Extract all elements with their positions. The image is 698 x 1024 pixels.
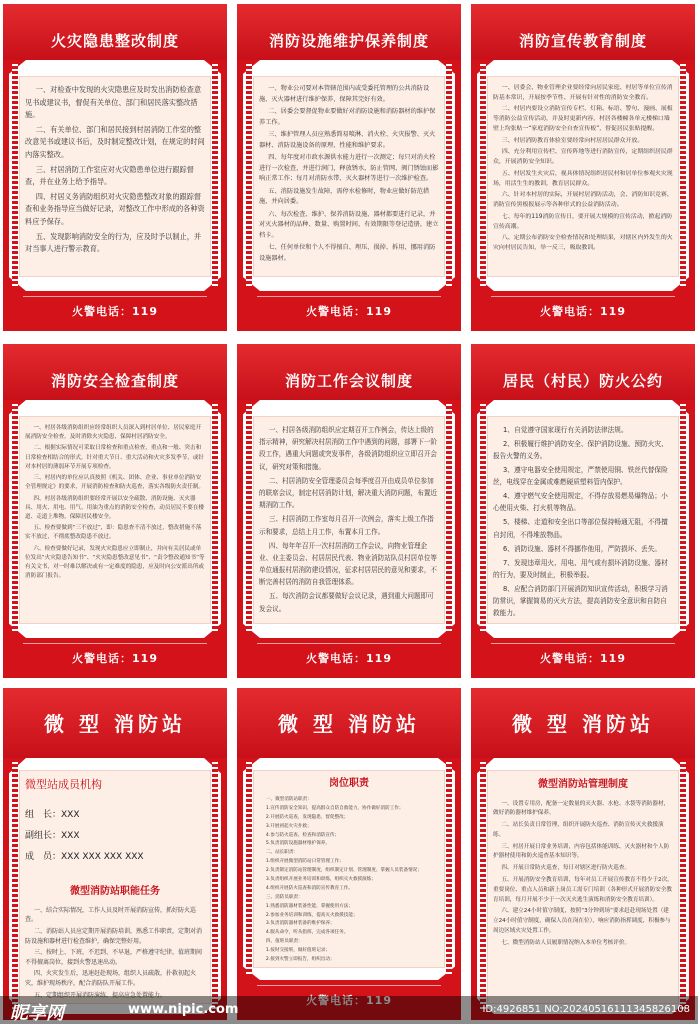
- paragraph: 五、开展消防安全教育培训，每年对员工开展宣传教育不得少于2次，重要岗位、重点人员和新上岗员工需专门培训（各种形式开展消防安全教育培训，每月开展不少于一次灭火逃生演练和消防安全教育培训）。: [493, 876, 673, 903]
- paragraph: 1、自觉遵守国家现行有关消防法律法规。: [503, 426, 628, 434]
- roster-line: 组 长：XXX: [25, 809, 80, 820]
- poster-title: 微 型 消防站: [278, 712, 420, 736]
- poster-subtitle: 岗位职责: [329, 778, 369, 789]
- paragraph: 四、村居各级消防组织要经常开展以安全疏散、消防设施、灭火器具、用火、用电、用气、用油为重点的消防安全检查，动员居民不要在楼道、走道上堆物，保障居民楼安全。: [25, 495, 205, 520]
- paragraph: 七、任何单位和个人不得擅自、埋压、损掉、拆用、挪用消防设施器材。: [259, 244, 436, 262]
- paragraph: 五、定期组织开展消防演练，提高应急处置能力。: [34, 991, 167, 998]
- paragraph: 一、村居各级消防组织应定期召开工作例会，传达上级的指示精神，研究解决村居消防工作中遇到的问题，部署下一阶段工作，遇重大问题或突发事件，各级消防组织应立即召开会议，研究对策和措施。: [259, 426, 438, 471]
- paragraph: 二、消防站人员应定期开展消防培训，熟悉工作职责，定期对消防设施和器材进行检查维护，确保完整好用。: [25, 927, 203, 945]
- paragraph: 2.负责制定消防站管理制度、组织制定计划、管理制度、掌握人员装备情况；: [265, 868, 422, 874]
- paragraph: 3.负责消防器材装备的维护保养；: [265, 921, 335, 927]
- paragraph: 四、每年年召开一次村居消防工作会议，向物业管理企业、业主委员会、村居居民代表、物业消防站队员村居单位等单位通报村居消防建设情况，征求村居居民的意见和要求，不断完善村居的消防自我管理体系。: [259, 541, 438, 587]
- fire-hotline: 火警电话：119: [540, 305, 626, 318]
- paragraph: 8、应配合消防部门开展消防知识宣传活动，积极学习消防常识，掌握简易的灭火方法，提高消防安全意识和自防自救能力。: [493, 584, 668, 617]
- paragraph: 2.接到火警立即报告，组织出动；: [265, 957, 335, 962]
- paragraph: 七、每年的119消防宣传日，要开展大规模的宣传活动，掀起消防宣传高潮。: [493, 213, 673, 230]
- paragraph: 二、站长负责日常管理，组织开展防火巡查、消防宣传灭火救援演练。: [493, 822, 664, 838]
- poster-title: 火灾隐患整改制度: [50, 32, 179, 50]
- paragraph: 一、对检查中发现的火灾隐患应及时发出消防检查意见书或建议书，督促有关单位、部门和居民落实整改措施。: [25, 85, 202, 120]
- paragraph: 五、发现影响消防安全的行为，应及时予以制止，并对当事人进行警示教育。: [25, 231, 202, 254]
- paragraph: 二、有关单位、部门和居民接到村居消防工作室的整改意见书或建议书后，及时制定整改计划，在规定的时间内落实整改。: [25, 124, 205, 159]
- paragraph: 一、物业公司要对本管辖范围内或受委托管理的公共消防设施、灭火器材进行维护保养，保障其完好有效。: [259, 85, 430, 103]
- poster-body: [493, 84, 673, 271]
- paragraph: 一、微型消防站职责：: [265, 797, 312, 802]
- paragraph: 7、发现违章用火、用电、用气或有损坏消防设施、器材的行为，要及时制止，积极举报。: [493, 558, 668, 579]
- paragraph: 四、村居义务消防组织对火灾隐患整改对象的跟踪督查和业务指导应当做好记录，对整改工作中形成的各种资料应予保存。: [25, 191, 205, 226]
- poster-title: 消防安全检查制度: [50, 372, 179, 390]
- poster-body: [493, 424, 673, 618]
- paragraph: 三、村居消防工作室每月召开一次例会，落实上级工作指示和要求，总结上月工作，布置本月工作。: [259, 515, 434, 536]
- watermark-logo: 昵享网: [10, 1003, 64, 1024]
- poster-safety-inspection: [3, 344, 227, 678]
- watermark-bar: [0, 996, 698, 1024]
- paragraph: 二、村居内要设立消防宣传专栏、灯箱、标语、警句、漫画、展板等消防公益宣传活动，并及时更新内容，村居各楼幢各单元楼梯口墙壁上均张贴一“家庭消防安全自查宣传板”，督促居民张贴提醒。: [493, 106, 673, 132]
- paragraph: 八、定期公布消防安全检查情况和处理结果，对辖区内外发生的火灾向村居民告知，举一反三，吸取教训。: [493, 235, 673, 252]
- paragraph: 4、遵守燃气安全使用规定，不得存放易燃易爆物品；小心使用火柴、打火机等物品。: [493, 492, 668, 513]
- paragraph: 四、值班员职责：: [265, 939, 303, 945]
- paragraph: 六、检查要做好记录，发现火灾隐患应立即制止，并向有关居民或单位发出“火灾隐患告知书”、“火灾隐患整改意见书”、“责令整改通知书”等有关文书，对一时难以解决或有一定难度的隐患，应及时向公安派出所或消防部门报告。: [25, 545, 205, 580]
- paragraph: 三、维护管理人员应熟悉简易喷淋、消火栓、火灾报警、灭火器材、消防设施设备的原理、性能和维护要求。: [259, 131, 436, 149]
- paragraph: 三、村居消防工作室应对火灾隐患单位进行跟踪督查，并在业务上给予指导。: [25, 164, 194, 187]
- paragraph: 五、村居发生火灾后，视具体情况组织居民村和居单位参观火灾现场，用活生生的教训，教育居民群众。: [493, 170, 673, 187]
- paragraph: 4.组织开展防火巡查和消防宣传教育工作。: [265, 885, 353, 891]
- paragraph: 四、每年度对市政水源供水能力进行一次测定；每只对消火栓进行一次检查，并进行润门，释放锈水，防止管网、阀门锈蚀而影响正常工作；每月对消防水带、灭火器材等进行一次维护检查。: [259, 154, 439, 183]
- poster-title: 消防宣传教育制度: [518, 32, 647, 50]
- fire-hotline: 火警电话：119: [306, 652, 392, 665]
- paragraph: 三、村居开展日常业务培训，内容包括体能训练、灭火器材和个人防护器材使用和防火巡查基本知识等。: [493, 843, 670, 860]
- paragraph: 一、村居各级消防组织应经常组织人员深入到村居单位、居民家庭开展消防安全检查，及时消除火灾隐患，保障村居消防安全。: [25, 425, 202, 441]
- poster-title: 消防工作会议制度: [284, 372, 413, 390]
- paragraph: 四、充分利用宣传栏、宣传阵地等进行消防宣传，定期组织居民群众，开展消防安全知识。: [493, 149, 673, 166]
- paragraph: 5.负责消防设施器材维护保养。: [265, 841, 330, 847]
- poster-work-meeting: [237, 344, 461, 678]
- watermark-url: www.nipic.com: [128, 1002, 239, 1017]
- fire-hotline: 火警电话：119: [306, 305, 392, 318]
- poster-body: [259, 424, 439, 618]
- fire-hotline: 火警电话：119: [72, 652, 158, 665]
- paragraph: 1.组织开展微型消防站日常管理工作；: [265, 859, 344, 865]
- paragraph: 三、按时上、下班，不迟到、不早退，严格遵守纪律，值班期间不得擅离岗位，接到火警迅速出动。: [25, 949, 203, 966]
- paragraph: 四、火灾发生后，迅速赶赴现场，组织人员疏散，扑救初起火灾，维护现场秩序，配合消防队开展工作。: [25, 970, 197, 987]
- paragraph: 一、结合实际情况，工作人员及时开展消防宣传，抓好防火巡查。: [25, 906, 197, 924]
- poster-title: 居民（村民）防火公约: [502, 372, 663, 390]
- poster-fire-hazard-rectification: [3, 4, 227, 331]
- poster-mini-station-management: [471, 688, 695, 1020]
- poster-body: [25, 776, 205, 998]
- paragraph: 六、每次检查、维护、保养消防设施、器材都要进行记录，并对灭火器材的品种、数量、购置时间、有效期限等登记造册，建立档卡。: [259, 210, 439, 239]
- paragraph: 六、针对本村居的实际，开展村居消防活动，会、消防知识竞赛、消防宣传黑板报展示等各种形式的公益消防活动。: [493, 192, 673, 209]
- poster-body: [25, 424, 205, 618]
- paragraph: 七、微型消防站人员履职情况纳入本单位考核评价。: [501, 939, 631, 946]
- paragraph: 一、设置专用房，配备一定数量的灭火器、水枪、水袋等消防器材，做好消防器材维护保养。: [493, 800, 670, 817]
- paragraph: 3.负责组织开展业务培训和训练，组织灭火救援演练；: [265, 877, 376, 883]
- paragraph: 2.开展防火巡查，发现隐患，督促整改；: [265, 814, 349, 820]
- paragraph: 二、居委会要督促物业要做好对消防设施和消防器材的维护保养工作。: [259, 108, 436, 126]
- fire-hotline: 火警电话：119: [540, 652, 626, 665]
- paragraph: 三、消防员职责：: [265, 894, 303, 900]
- poster-subtitle: 微型消防站管理制度: [538, 779, 628, 790]
- paragraph: 3、遵守电器安全使用规定，严禁使用铜、铁丝代替保险丝，电线穿在金属或难燃硬质塑料管内保护。: [493, 466, 668, 487]
- poster-body: [25, 84, 205, 271]
- poster-grid: [3, 4, 695, 1020]
- poster-title: 微 型 消防站: [512, 712, 654, 736]
- paragraph: 二、根据实际情况可采取日常检查和重点检查，重点和一般、突击和日常检查相结合的形式，针对重大节日、重大活动和火灾多发季节，或针对本村居的薄弱环节开展专项检查。: [25, 445, 205, 470]
- paragraph: 3.开展初起火灾扑救；: [265, 823, 312, 829]
- paragraph: 2、积极履行维护消防安全、保护消防设施、预防火灾、报告火警的义务。: [493, 440, 668, 461]
- paragraph: 三、村居内的单位应认真按照《机关、团体、企业、事业单位消防安全管理规定》的要求，开展消防检查和防火巡查，落实各级防火责任制。: [25, 475, 205, 491]
- paragraph: 五、每次消防会议都要做好会议记录，遇到重大问题即可发会议。: [259, 592, 434, 613]
- poster-publicity-education: [471, 4, 695, 331]
- poster-title: 微 型 消防站: [44, 712, 186, 736]
- poster-title: 消防设施维护保养制度: [268, 32, 429, 50]
- paragraph: 二、站长职责：: [265, 850, 299, 856]
- poster-mini-station-members: [3, 688, 227, 1020]
- poster-facility-maintenance: [237, 4, 461, 331]
- org-heading: 微型站成员机构: [25, 778, 102, 791]
- paragraph: 4.参与防火巡查、检查和消防宣传；: [265, 832, 340, 838]
- paragraph: 三、村居消防教育体验室要经常向村居居民群众开放。: [501, 137, 644, 144]
- poster-mini-station-duties: [237, 688, 461, 1020]
- paragraph: 1.宣传消防安全知识，提高群众自防自救能力，协作做好消防工作；: [265, 805, 404, 811]
- paragraph: 1.熟悉消防器材装备性能，掌握使用方法；: [265, 903, 353, 909]
- paragraph: 二、村居消防安全管理委员会每季度召开由成员单位参加的联席会议，制定村居消防计划，解决重大消防问题，布置近期消防工作。: [259, 476, 438, 510]
- paragraph: 1.按时交接班，做好值班记录；: [265, 948, 330, 954]
- paragraph: 5、楼梯、走道和安全出口等部位保持畅通无阻，不得擅自封闭，不得堆放物品。: [493, 518, 668, 539]
- roster-line: 成 员：XXX XXX XXX XXX: [25, 852, 144, 863]
- duties-heading: 微型消防站职能任务: [70, 885, 160, 897]
- paragraph: 六、建立24小时值守制度，按照“3分钟到场”要求赶赴现场处置（建立24小时值守制度，确保人员在岗在位），响应消防指挥调度，积极参与周边区域火灾处置工作。: [493, 908, 671, 934]
- paragraph: 2.参加业务培训和训练，提高灭火救援技能；: [265, 912, 358, 918]
- member-roster: [25, 808, 205, 865]
- paragraph: 一、居委会、物业管理企业要经常向居民家庭、村居等单位宣传消防基本常识，开展按季节性、开展有针对性的消防安全教育。: [493, 85, 673, 101]
- paragraph: 4.服从命令，听从指挥，完成各项任务。: [265, 930, 349, 936]
- poster-body: [259, 776, 439, 962]
- fire-hotline: 火警电话：119: [72, 305, 158, 318]
- paragraph: 四、开展日常防火巡查，每日对辖区进行防火巡查。: [501, 865, 631, 872]
- paragraph: 五、检查要做到“三不放过”，即：隐患查不清不放过，整改措施不落实不放过，不彻底整改隐患不放过。: [25, 525, 202, 541]
- watermark-id: ID:4926851 NO:20240516111345826108: [482, 1004, 690, 1015]
- roster-line: 副组长：XXX: [25, 830, 80, 841]
- poster-resident-fire-convention: [471, 344, 695, 678]
- poster-body: [259, 84, 439, 271]
- fire-hotline: 火警电话：119: [306, 994, 392, 1007]
- paragraph: 6、消防设施、器材不得挪作他用，严防损坏、丢失。: [503, 544, 662, 553]
- paragraph: 五、消防设施发生故障，需停水检修时，物业应做好防范措施，并向居委。: [259, 187, 430, 206]
- poster-body: [493, 776, 673, 998]
